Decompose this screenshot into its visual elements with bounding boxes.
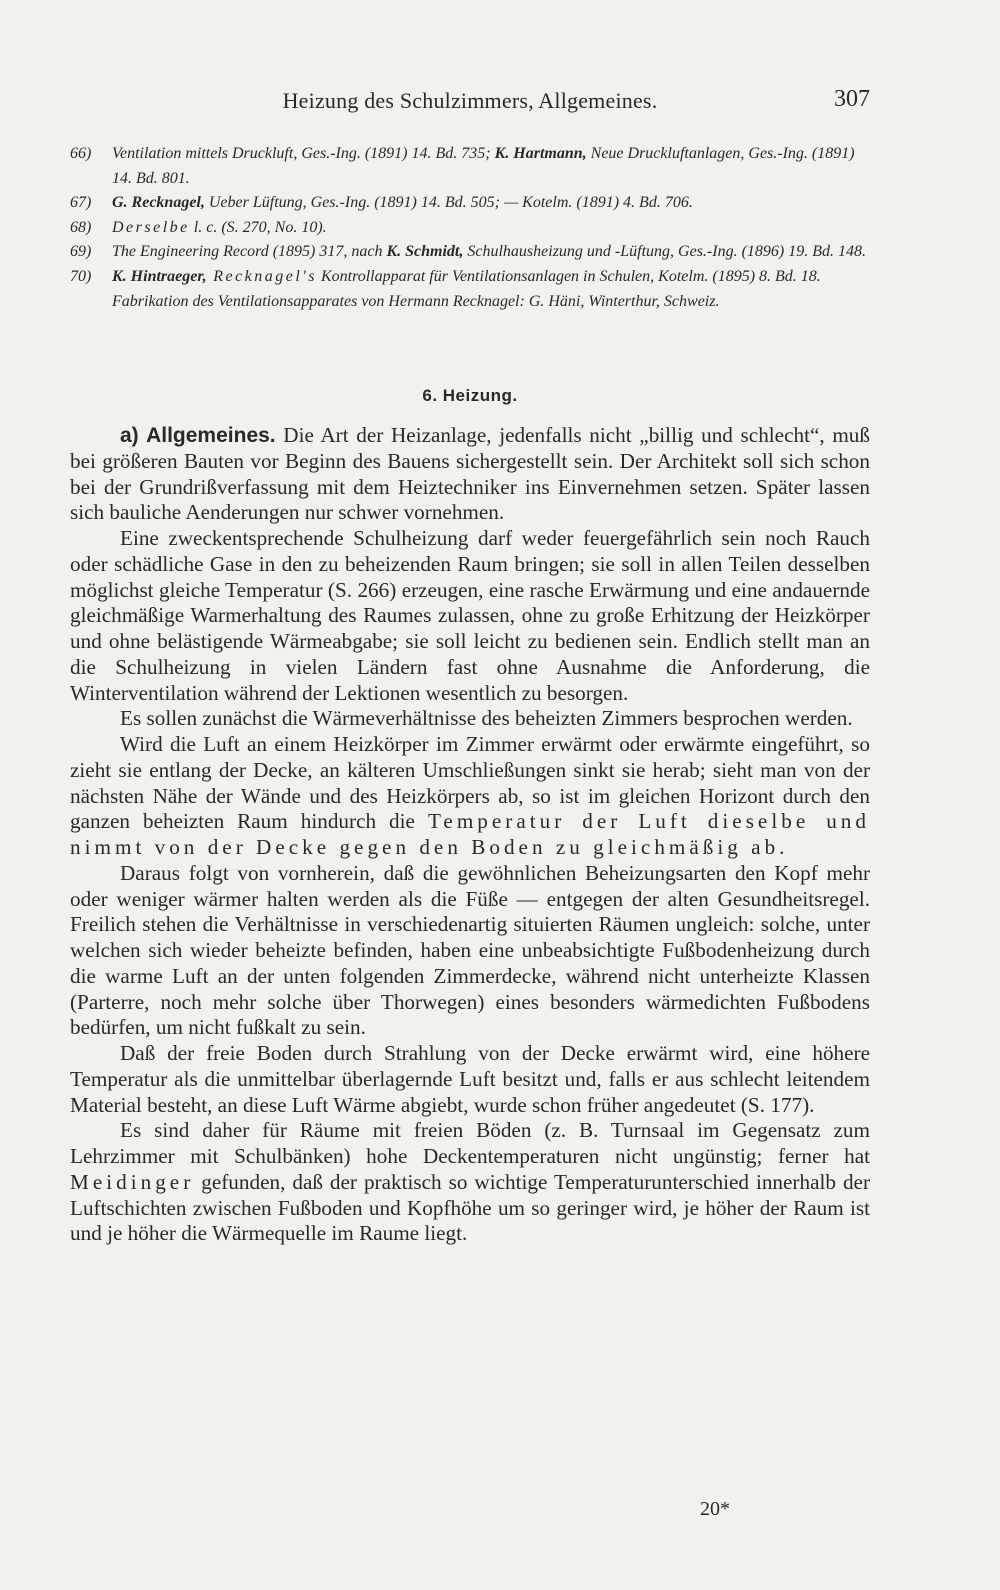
footnote <box>70 191 870 216</box>
footnote-text: Ueber Lüftung, Ges.-Ing. (1891) 14. Bd. 505; — Kotelm. (1891) 4. Bd. 706. <box>204 194 693 212</box>
emphasized-name: Meidinger <box>70 1169 195 1194</box>
footnote-text: Neue Druckluftanlagen, Ges.-Ing. (1891) 14. Bd. 801. <box>112 145 855 187</box>
printer-signature-mark: 20* <box>700 1498 730 1520</box>
paragraph-text: Es sind daher für Räume mit freien Böden (z. B. Turnsaal im Gegensatz zum Lehrzimmer mit Schulbänken) hohe Deckentemperaturen nicht ungünstig; ferner hat <box>70 1118 870 1168</box>
paragraph: Es sollen zunächst die Wärmeverhältnisse des beheizten Zimmers besprochen werden. <box>120 706 853 731</box>
footnote-author: G. Recknagel, <box>112 194 205 212</box>
page-number: 307 <box>834 86 870 112</box>
footnote-number: 66) <box>70 145 92 162</box>
footnote-number: 69) <box>70 243 92 261</box>
footnote <box>70 142 870 191</box>
footnote <box>70 216 870 241</box>
footnote-text: Schulhausheizung und -Lüftung, Ges.-Ing. (1896) 19. Bd. 148. <box>463 243 867 261</box>
footnotes <box>70 142 870 314</box>
footnote-text: The Engineering Record (1895) 317, nach <box>112 243 387 261</box>
footnote-author: K. Hartmann, <box>494 145 587 162</box>
section-title: 6. Heizung. <box>422 386 518 405</box>
footnote <box>70 240 870 265</box>
footnote-spaced-name: Derselbe <box>112 218 190 236</box>
paragraph: Daß der freie Boden durch Strahlung von der Decke erwärmt wird, eine höhere Temperatur als die unmittelbar überlagernde Luft besitzt und, falls er aus schlecht leitendem Material besteht, an diese Luft Wärme abgiebt, wurde schon früher angedeutet (S. 177). <box>70 1041 870 1117</box>
emphasized-text: Temperatur der Luft dieselbe und nimmt von der Decke gegen den Boden zu gleichmäßig ab. <box>70 809 870 859</box>
paragraph: Eine zweckentsprechende Schulheizung darf weder feuergefährlich sein noch Rauch oder schädliche Gase in den zu beheizenden Raum bringen; sie soll in allen Teilen desselben möglichst gleiche Temperatur (S. 266) erzeugen, eine rasche Erwärmung und eine andauernde gleichmäßige Warmerhaltung des Raumes zulassen, ohne zu große Erhitzung der Heizkörper und ohne belästigende Wärmeabgabe; sie soll leicht zu bedienen sein. Endlich stellt man an die Schulheizung in vielen Ländern fast ohne Ausnahme die Anforderung, die Winterventilation während der Lektionen wesentlich zu besorgen. <box>70 526 870 705</box>
paragraph-text: Wird die Luft an einem Heizkörper im Zimmer erwärmt oder erwärmte eingeführt, so zieht sie entlang der Decke, an kälteren Umschließungen sinkt sie herab; sieht man von der nächsten Nähe der Wände und des Heizkörpers ab, so ist im gleichen Horizont durch den ganzen beheizten Raum hindurch die <box>70 732 870 834</box>
running-head: Heizung des Schulzimmers, Allgemeines. <box>282 88 658 113</box>
footnote-spaced-name: Recknagel's <box>206 267 317 285</box>
footnote-number: 68) <box>70 218 92 236</box>
paragraph-text: Die Art der Heizanlage, jedenfalls nicht „billig und schlecht“, muß bei größeren Bauten vor Beginn des Bauens sichergestellt sein. Der Architekt soll sich schon bei der Grundrißverfassung mit dem Heiztechniker ins Einvernehmen setzen. Später lassen sich bauliche Aenderungen nur schwer vornehmen. <box>70 423 870 525</box>
paragraph <box>70 423 870 526</box>
footnote-text: Ventilation mittels Druckluft, Ges.-Ing. (1891) 14. Bd. 735; <box>112 145 495 162</box>
subsection-lead: a) Allgemeines. <box>120 424 276 447</box>
footnote <box>70 265 870 314</box>
footnote-number: 67) <box>70 194 92 212</box>
footnote-text: l. c. (S. 270, No. 10). <box>189 218 327 236</box>
footnote-author: K. Hintraeger, <box>112 267 207 285</box>
footnote-author: K. Schmidt, <box>386 243 464 261</box>
footnote-text: Kontrollapparat für Ventilationsanlagen in Schulen, Kotelm. (1895) 8. Bd. 18. Fabrikation des Ventilationsapparates von Hermann Recknagel: G. Häni, Winterthur, Schweiz. <box>112 267 821 310</box>
page-header <box>70 84 870 120</box>
paragraph: Daraus folgt von vornherein, daß die gewöhnlichen Beheizungsarten den Kopf mehr oder weniger wärmer halten werden als die Füße — entgegen der alten Gesundheitsregel. Freilich stehen die Verhältnisse in verschiedenartig situierten Räumen ungleich: solche, unter welchen sich wieder beheizte befinden, haben eine unbeabsichtigte Fußbodenheizung durch die warme Luft an der unten folgenden Zimmerdecke, während nicht unterheizte Klassen (Parterre, noch mehr solche über Thorwegen) eines besonders wärmedichten Fußbodens bedürfen, um nicht fußkalt zu sein. <box>70 860 870 1040</box>
footnote-number: 70) <box>70 267 92 285</box>
paragraph <box>70 1118 870 1247</box>
paragraph-text: gefunden, daß der praktisch so wichtige Temperaturunterschied innerhalb der Luftschichten zwischen Fußboden und Kopfhöhe um so geringer wird, je höher der Raum ist und je höher die Wärmequelle im Raume liegt. <box>70 1169 870 1246</box>
body-text <box>70 423 870 1247</box>
paragraph <box>70 732 870 861</box>
